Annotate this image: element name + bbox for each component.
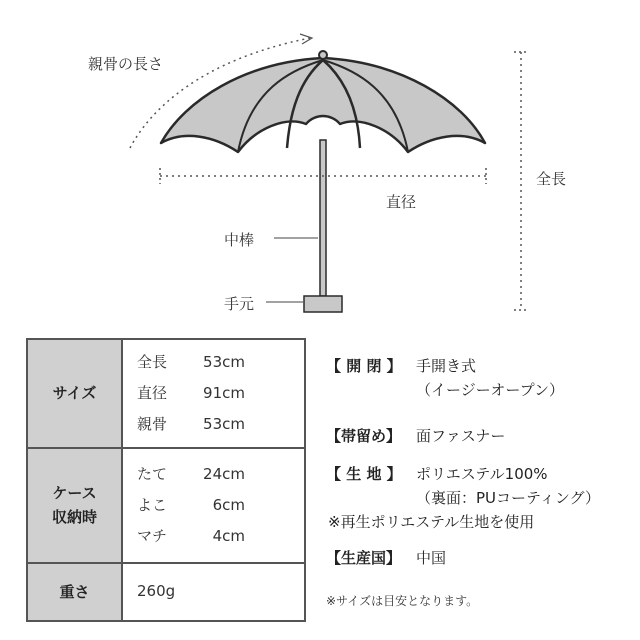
fabric-note: ※再生ポリエステル生地を使用: [328, 513, 535, 531]
spec-section-case: [27, 448, 305, 563]
spec-header-weight: 重さ: [27, 563, 122, 621]
rib-length-label: 親骨の長さ: [88, 55, 164, 73]
spec-header-size: サイズ: [27, 339, 122, 448]
diameter-label: 直径: [386, 193, 417, 211]
size-note: ※サイズは目安となります。: [326, 594, 479, 608]
spec-row: 親骨 53cm: [137, 414, 245, 433]
canopy: [161, 58, 485, 152]
info-open-close: 【 開 閉 】 手開き式 （イージーオープン）: [326, 354, 564, 402]
info-fabric: 【 生 地 】 ポリエステル100% （裏面：PUコーティング） ※再生ポリエステル生地を使用: [326, 462, 600, 534]
handle-label: 手元: [224, 295, 255, 313]
spec-row: 直径 91cm: [137, 383, 245, 402]
spec-section-weight: [27, 563, 305, 621]
spec-table: [26, 338, 306, 622]
shaft: [320, 140, 326, 296]
total-length-label: 全長: [536, 170, 567, 188]
info-label: 【生産国】: [326, 549, 402, 567]
spec-row: よこ 6cm: [137, 495, 245, 514]
info-label: 【帯留め】: [326, 427, 402, 445]
spec-values-size: [122, 339, 305, 448]
shaft-label: 中棒: [224, 231, 255, 249]
spec-row: たて 24cm: [137, 464, 245, 483]
spec-row: マチ 4cm: [137, 526, 245, 545]
spec-row: 全長 53cm: [137, 352, 245, 371]
info-origin: 【生産国】 中国: [326, 546, 446, 570]
spec-values-weight: [122, 563, 305, 621]
spec-row: 260g: [137, 582, 176, 601]
spec-values-case: [122, 448, 305, 563]
spec-header-case: ケース 収納時: [27, 448, 122, 563]
handle: [304, 296, 342, 312]
rib-length-arrow-tip: [300, 34, 312, 44]
info-strap: 【帯留め】 面ファスナー: [326, 424, 505, 448]
info-label: 【 生 地 】: [326, 465, 402, 483]
tip: [319, 51, 327, 59]
info-label: 【 開 閉 】: [326, 357, 402, 375]
spec-section-size: [27, 339, 305, 448]
